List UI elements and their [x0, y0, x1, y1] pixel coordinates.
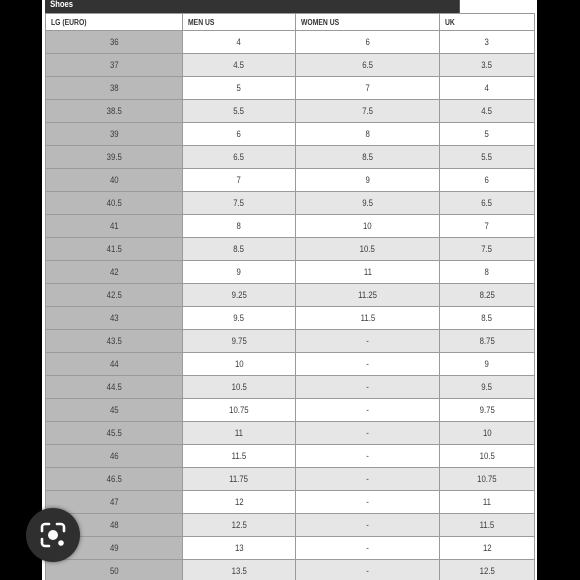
cell-lg-euro: 39.5 [46, 146, 183, 169]
cell-lg-euro: 50 [46, 560, 183, 580]
cell-women-us: 8 [296, 123, 440, 146]
table-row [46, 560, 535, 580]
cell-men-us: 9 [183, 261, 296, 284]
cell-men-us: 9.25 [183, 284, 296, 307]
header-uk: UK [440, 14, 535, 31]
cell-lg-euro: 40.5 [46, 192, 183, 215]
table-row [46, 445, 535, 468]
cell-uk: 11.5 [440, 514, 535, 537]
cell-men-us: 13 [183, 537, 296, 560]
cell-men-us: 4.5 [183, 54, 296, 77]
table-row [46, 353, 535, 376]
shoe-size-table [45, 13, 535, 580]
cell-uk: 4 [440, 77, 535, 100]
cell-women-us: - [296, 491, 440, 514]
cell-uk: 9.5 [440, 376, 535, 399]
cell-uk: 7 [440, 215, 535, 238]
cell-lg-euro: 46.5 [46, 468, 183, 491]
cell-men-us: 9.75 [183, 330, 296, 353]
cell-women-us: 11 [296, 261, 440, 284]
table-row [46, 123, 535, 146]
cell-women-us: 8.5 [296, 146, 440, 169]
cell-uk: 6.5 [440, 192, 535, 215]
table-row [46, 468, 535, 491]
cell-lg-euro: 38 [46, 77, 183, 100]
cell-men-us: 8.5 [183, 238, 296, 261]
cell-men-us: 8 [183, 215, 296, 238]
table-row [46, 399, 535, 422]
cell-women-us: 6 [296, 31, 440, 54]
cell-women-us: - [296, 537, 440, 560]
cell-women-us: 7.5 [296, 100, 440, 123]
size-chart-sheet [42, 0, 537, 580]
cell-uk: 5 [440, 123, 535, 146]
cell-women-us: 9 [296, 169, 440, 192]
cell-lg-euro: 45 [46, 399, 183, 422]
table-row [46, 307, 535, 330]
table-row [46, 422, 535, 445]
cell-women-us: - [296, 353, 440, 376]
cell-lg-euro: 45.5 [46, 422, 183, 445]
cell-lg-euro: 43.5 [46, 330, 183, 353]
cell-women-us: - [296, 330, 440, 353]
table-row [46, 169, 535, 192]
cell-lg-euro: 44.5 [46, 376, 183, 399]
cell-uk: 7.5 [440, 238, 535, 261]
header-women-us: WOMEN US [296, 14, 440, 31]
cell-women-us: - [296, 399, 440, 422]
cell-men-us: 11 [183, 422, 296, 445]
table-row [46, 54, 535, 77]
cell-uk: 9 [440, 353, 535, 376]
cell-uk: 12 [440, 537, 535, 560]
table-body [46, 31, 535, 580]
cell-uk: 8.25 [440, 284, 535, 307]
cell-lg-euro: 39 [46, 123, 183, 146]
table-row [46, 491, 535, 514]
cell-uk: 10 [440, 422, 535, 445]
header-men-us: MEN US [183, 14, 296, 31]
cell-women-us: - [296, 376, 440, 399]
cell-uk: 8.5 [440, 307, 535, 330]
cell-lg-euro: 42.5 [46, 284, 183, 307]
cell-uk: 5.5 [440, 146, 535, 169]
cell-men-us: 4 [183, 31, 296, 54]
table-row [46, 192, 535, 215]
cell-women-us: - [296, 560, 440, 580]
cell-uk: 4.5 [440, 100, 535, 123]
cell-women-us: - [296, 445, 440, 468]
cell-men-us: 11.75 [183, 468, 296, 491]
lens-search-icon [39, 521, 67, 549]
cell-men-us: 7.5 [183, 192, 296, 215]
cell-men-us: 12.5 [183, 514, 296, 537]
lens-search-button[interactable] [26, 508, 80, 562]
cell-lg-euro: 44 [46, 353, 183, 376]
cell-uk: 6 [440, 169, 535, 192]
cell-lg-euro: 42 [46, 261, 183, 284]
table-row [46, 376, 535, 399]
cell-women-us: - [296, 514, 440, 537]
cell-uk: 8 [440, 261, 535, 284]
table-row [46, 238, 535, 261]
cell-lg-euro: 41.5 [46, 238, 183, 261]
cell-women-us: 11.5 [296, 307, 440, 330]
cell-women-us: 11.25 [296, 284, 440, 307]
table-row [46, 215, 535, 238]
cell-lg-euro: 49 [46, 537, 183, 560]
cell-uk: 9.75 [440, 399, 535, 422]
cell-uk: 8.75 [440, 330, 535, 353]
cell-lg-euro: 41 [46, 215, 183, 238]
cell-uk: 11 [440, 491, 535, 514]
cell-women-us: 10.5 [296, 238, 440, 261]
cell-men-us: 10.75 [183, 399, 296, 422]
header-row [46, 14, 535, 31]
cell-lg-euro: 47 [46, 491, 183, 514]
cell-men-us: 13.5 [183, 560, 296, 580]
table-row [46, 330, 535, 353]
cell-women-us: 6.5 [296, 54, 440, 77]
cell-men-us: 5.5 [183, 100, 296, 123]
table-row [46, 537, 535, 560]
cell-men-us: 6.5 [183, 146, 296, 169]
cell-lg-euro: 43 [46, 307, 183, 330]
cell-men-us: 6 [183, 123, 296, 146]
table-row [46, 31, 535, 54]
cell-men-us: 10 [183, 353, 296, 376]
cell-men-us: 7 [183, 169, 296, 192]
cell-uk: 3 [440, 31, 535, 54]
header-lg-euro: LG (EURO) [46, 14, 183, 31]
cell-lg-euro: 38.5 [46, 100, 183, 123]
cell-lg-euro: 46 [46, 445, 183, 468]
cell-uk: 10.5 [440, 445, 535, 468]
table-row [46, 284, 535, 307]
cell-lg-euro: 36 [46, 31, 183, 54]
cell-uk: 12.5 [440, 560, 535, 580]
cell-men-us: 11.5 [183, 445, 296, 468]
table-title: Shoes [45, 0, 460, 13]
cell-women-us: - [296, 422, 440, 445]
table-row [46, 261, 535, 284]
cell-women-us: - [296, 468, 440, 491]
cell-men-us: 5 [183, 77, 296, 100]
cell-uk: 3.5 [440, 54, 535, 77]
cell-lg-euro: 37 [46, 54, 183, 77]
cell-women-us: 7 [296, 77, 440, 100]
table-row [46, 146, 535, 169]
cell-men-us: 10.5 [183, 376, 296, 399]
cell-uk: 10.75 [440, 468, 535, 491]
table-row [46, 77, 535, 100]
table-row [46, 100, 535, 123]
table-row [46, 514, 535, 537]
cell-women-us: 9.5 [296, 192, 440, 215]
cell-men-us: 12 [183, 491, 296, 514]
cell-men-us: 9.5 [183, 307, 296, 330]
cell-lg-euro: 40 [46, 169, 183, 192]
cell-lg-euro: 48 [46, 514, 183, 537]
cell-women-us: 10 [296, 215, 440, 238]
